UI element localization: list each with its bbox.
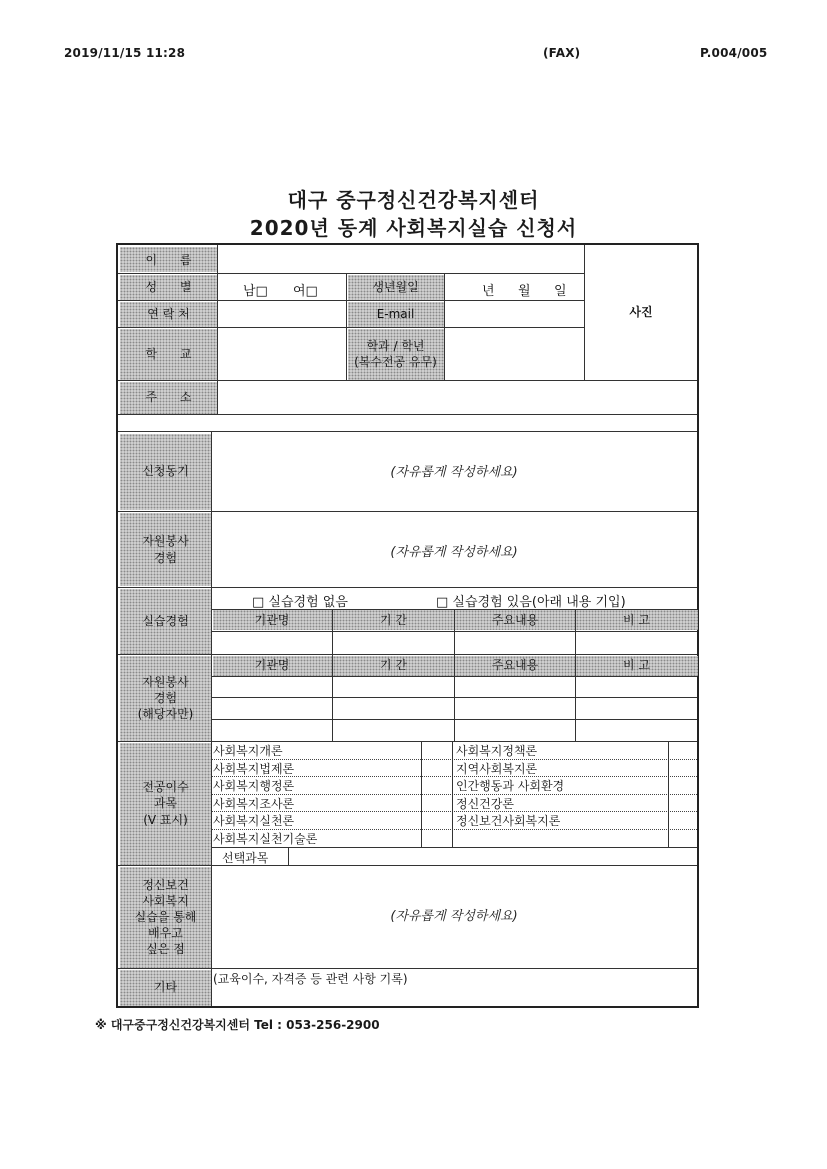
- volunteer-header-content: 주요내용: [491, 658, 539, 673]
- practicum-header-period: 기 간: [380, 613, 407, 628]
- label-photo: 사진: [629, 305, 653, 320]
- fax-page: P.004/005: [700, 46, 768, 60]
- label-dept: 학과 / 학년 (복수전공 유무): [354, 338, 437, 369]
- label-motive: 신청동기: [142, 464, 189, 479]
- label-school: 학 교: [145, 346, 192, 361]
- motive-hint[interactable]: (자유롭게 작성하세요): [390, 465, 518, 480]
- volunteer-hint[interactable]: (자유롭게 작성하세요): [390, 545, 518, 560]
- course-left-5: 사회복지실천론: [213, 814, 295, 828]
- label-address: 주 소: [145, 390, 192, 405]
- etc-hint[interactable]: (교육이수, 자격증 등 관련 사항 기록): [213, 972, 408, 986]
- learn-hint[interactable]: (자유롭게 작성하세요): [390, 909, 518, 924]
- label-learn: 정신보건 사회복지 실습을 통해 배우고 싶은 점: [134, 877, 197, 957]
- label-volunteer: 자원봉사 경험: [142, 534, 189, 565]
- volunteer-header-org: 기관명: [254, 658, 290, 673]
- label-contact: 연 락 처: [147, 306, 190, 321]
- birth-year: 년: [482, 284, 495, 299]
- course-right-1: 사회복지정책론: [456, 744, 538, 758]
- title-line1: 대구 중구정신건강복지센터: [287, 188, 540, 212]
- gender-male-checkbox[interactable]: 남□: [243, 284, 268, 299]
- fax-datetime: 2019/11/15 11:28: [64, 46, 186, 60]
- birth-month: 월: [518, 284, 531, 299]
- label-birth: 생년월일: [372, 279, 419, 294]
- volunteer-header-period: 기 간: [380, 658, 407, 673]
- practicum-header-note: 비 고: [623, 613, 650, 628]
- label-volunteer-detail: 자원봉사 경험 (해당자만): [137, 674, 194, 722]
- label-practicum: 실습경험: [142, 613, 189, 628]
- course-right-4: 정신건강론: [456, 797, 514, 811]
- application-form: [116, 243, 699, 1008]
- label-name: 이 름: [145, 252, 192, 267]
- course-right-3: 인간행동과 사회환경: [456, 779, 565, 793]
- volunteer-header-note: 비 고: [623, 658, 650, 673]
- course-left-4: 사회복지조사론: [213, 797, 295, 811]
- practicum-has-checkbox[interactable]: □ 실습경험 있음(아래 내용 기입): [436, 595, 626, 610]
- course-right-5: 정신보건사회복지론: [456, 814, 561, 828]
- course-left-6: 사회복지실천기술론: [213, 832, 318, 846]
- course-left-2: 사회복지법제론: [213, 762, 295, 776]
- gender-female-checkbox[interactable]: 여□: [293, 284, 318, 299]
- practicum-none-checkbox[interactable]: □ 실습경험 없음: [252, 595, 348, 610]
- footer-contact: ※ 대구중구정신건강복지센터 Tel : 053-256-2900: [95, 1018, 380, 1032]
- label-courses: 전공이수 과목 (V 표시): [142, 780, 189, 827]
- course-left-3: 사회복지행정론: [213, 779, 295, 793]
- fax-type: (FAX): [543, 46, 581, 60]
- label-gender: 성 별: [145, 279, 192, 294]
- label-etc: 기타: [153, 980, 178, 995]
- birth-day: 일: [554, 284, 567, 299]
- elective-label: 선택과목: [222, 851, 269, 865]
- practicum-header-org: 기관명: [254, 613, 290, 628]
- title-line2: 2020년 동계 사회복지실습 신청서: [249, 216, 578, 240]
- label-email: E-mail: [376, 306, 415, 321]
- course-left-1: 사회복지개론: [213, 744, 283, 758]
- course-right-2: 지역사회복지론: [456, 762, 538, 776]
- practicum-header-content: 주요내용: [491, 613, 539, 628]
